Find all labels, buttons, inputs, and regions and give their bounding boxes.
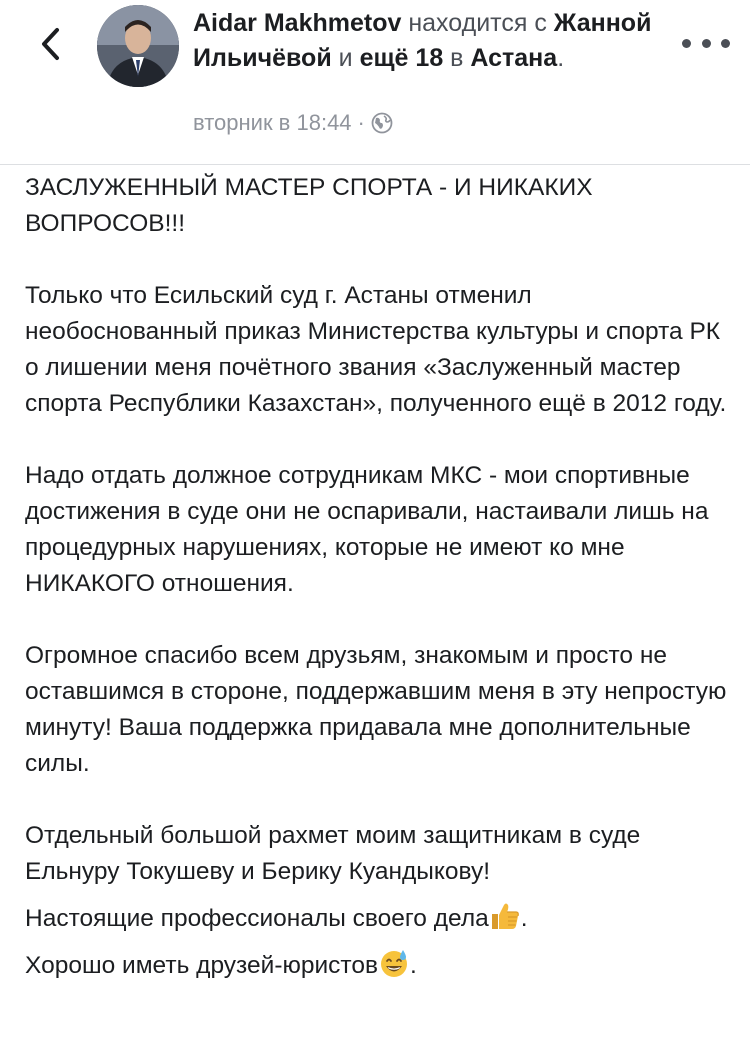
avatar[interactable]	[97, 5, 179, 87]
timestamp[interactable]: вторник в 18:44	[193, 110, 352, 135]
post-paragraph: Только что Есильский суд г. Астаны отменил необоснованный приказ Министерства культуры и спорта РК о лишении меня почётного звания «Заслуженный мастер спорта Республики Казахстан», полученного ещё в 2012 году.	[25, 282, 727, 417]
author-name[interactable]: Aidar Makhmetov	[193, 9, 402, 37]
timestamp-row	[193, 110, 393, 136]
globe-icon	[371, 112, 393, 134]
post-body	[25, 170, 730, 994]
location-link[interactable]: Астана	[470, 44, 558, 72]
more-dot	[702, 39, 711, 48]
and-text: и	[338, 44, 353, 72]
back-button[interactable]	[28, 22, 72, 66]
thumbs-up-icon	[489, 900, 521, 932]
post-line-text: Хорошо иметь друзей-юристов	[25, 952, 379, 979]
post-paragraph: ЗАСЛУЖЕННЫЙ МАСТЕР СПОРТА - И НИКАКИХ ВОПРОСОВ!!!	[25, 174, 593, 237]
with-text: находится с	[408, 9, 547, 37]
post-line-end: .	[520, 905, 528, 932]
post-header-text	[193, 6, 663, 76]
sweat-smile-icon	[378, 947, 410, 979]
post-paragraph: Огромное спасибо всем друзьям, знакомым и просто не оставшимся в стороне, поддержавшим меня в эту непростую минуту! Ваша поддержка придавала мне дополнительные силы.	[25, 642, 727, 777]
header-divider	[0, 164, 750, 165]
in-text: в	[450, 44, 464, 72]
others-link[interactable]: ещё 18	[359, 44, 444, 72]
more-dot	[721, 39, 730, 48]
separator-dot: ·	[357, 110, 365, 135]
more-options-button[interactable]	[682, 28, 730, 58]
post-line-thumb	[25, 900, 730, 937]
post-line-end: .	[410, 952, 417, 979]
more-dots-icon	[682, 39, 691, 48]
header-period: .	[557, 44, 565, 72]
post-paragraph: Надо отдать должное сотрудникам МКС - мои спортивные достижения в суде они не оспаривали, настаивали лишь на процедурных нарушениях, которые не имеют ко мне НИКАКОГО отношения.	[25, 462, 709, 597]
post-header	[0, 0, 750, 165]
post-paragraph: Отдельный большой рахмет моим защитникам в суде Ельнуру Токушеву и Берику Куандыкову!	[25, 822, 641, 885]
chevron-left-icon	[39, 27, 61, 61]
tagged-person[interactable]: Жанной Ильичёвой	[193, 9, 652, 72]
post-line-text: Настоящие профессионалы своего дела	[25, 905, 489, 932]
post-line-smile	[25, 947, 730, 984]
